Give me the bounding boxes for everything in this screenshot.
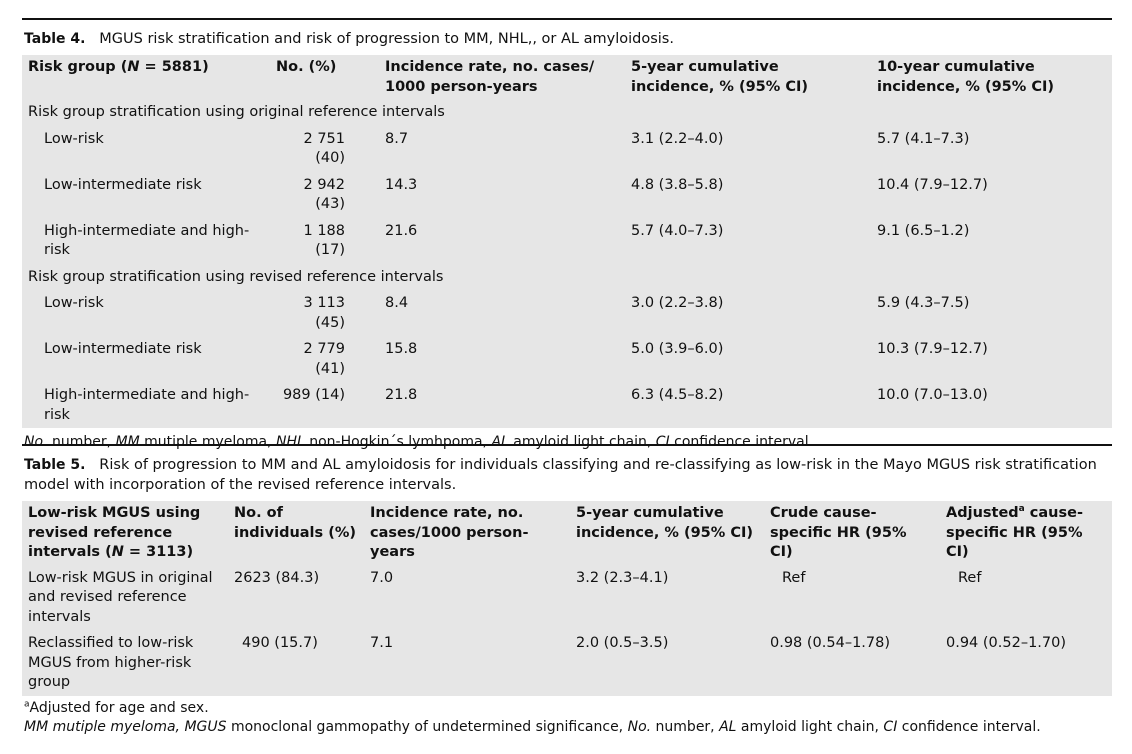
table-4-label: Table 4. — [24, 31, 86, 47]
col-header-incidence: Incidence rate, no. cases/ 1000 person-years — [385, 59, 595, 95]
table-5-header-row — [22, 501, 1112, 565]
col-header-individuals: No. of individuals (%) — [234, 505, 356, 541]
table-5-title: Risk of progression to MM and AL amyloidosis for individuals classifying and re-classifying as low-risk in the Mayo MGUS risk stratification model with incorporation of the revised reference intervals. — [24, 457, 1097, 493]
table-row: High-intermediate and high-risk 989 (14) 21.8 6.3 (4.5–8.2) 10.0 (7.0–13.0) — [44, 387, 988, 423]
section-row: Risk group stratification using revised reference intervals — [28, 268, 444, 285]
table-5 — [22, 444, 1112, 737]
table-row: Low-intermediate risk 2 942 (43) 14.3 4.8 (3.8–5.8) 10.4 (7.9–12.7) — [44, 176, 988, 212]
table-row: Low-risk MGUS in original and revised reference intervals 2623 (84.3) 7.0 3.2 (2.3–4.1) Ref Ref — [28, 569, 982, 625]
table-row: Low-intermediate risk 2 779 (41) 15.8 5.0 (3.9–6.0) 10.3 (7.9–12.7) — [44, 341, 988, 377]
col-header-crude-hr: Crude cause-specific HR (95% CI) — [770, 505, 907, 560]
col-header-group: Low-risk MGUS using revised reference intervals (N = 3113) — [28, 505, 201, 560]
col-header-five-year: 5-year cumulative incidence, % (95% CI) — [631, 59, 809, 95]
table-5-caption — [22, 446, 1112, 501]
col-header-no-pct: No. (%) — [276, 59, 337, 75]
table-5-label: Table 5. — [24, 457, 86, 473]
table-5-footnote-abbrev: MM mutiple myeloma, MGUS monoclonal gammopathy of undetermined significance, No. number, AL amyloid light chain, CI confidence interval. — [24, 718, 1041, 735]
col-header-adjusted-hr: Adjusted$^a$ cause-specific HR (95% CI) — [946, 504, 1083, 560]
section-row: Risk group stratification using original reference intervals — [28, 104, 445, 120]
table-4-title: MGUS risk stratification and risk of progression to MM, NHL,, or AL amyloidosis. — [99, 31, 674, 47]
table-5-grid — [22, 501, 1112, 696]
table-4-header-row — [22, 55, 1112, 99]
table-4-caption — [22, 20, 1112, 55]
col-header-risk-group: Risk group (N = 5881) — [28, 59, 209, 75]
table-row: Reclassified to low-risk MGUS from higher-risk group 490 (15.7) 7.1 2.0 (0.5–3.5) 0.98 (0.54–1.78) 0.94 (0.52–1.70) — [28, 635, 1067, 690]
table-row: Low-risk 2 751 (40) 8.7 3.1 (2.2–4.0) 5.7 (4.1–7.3) — [44, 130, 970, 166]
col-header-incidence: Incidence rate, no. cases/1000 person-years — [370, 505, 529, 560]
table-row: High-intermediate and high-risk 1 188 (17) 21.6 5.7 (4.0–7.3) 9.1 (6.5–1.2) — [44, 222, 970, 258]
table-5-footnote-a: $^a$Adjusted for age and sex. — [24, 698, 209, 716]
col-header-ten-year: 10-year cumulative incidence, % (95% CI) — [877, 59, 1055, 95]
table-4-grid — [22, 55, 1112, 428]
table-row: Low-risk 3 113 (45) 8.4 3.0 (2.2–3.8) 5.9 (4.3–7.5) — [44, 295, 970, 331]
table-4-footnote: No. number, MM mutiple myeloma, NHL non-Hogkin´s lymhpoma, AL amyloid light chain, CI confidence interval. — [24, 434, 814, 450]
col-header-five-year: 5-year cumulative incidence, % (95% CI) — [576, 505, 754, 541]
table-4 — [22, 18, 1112, 452]
